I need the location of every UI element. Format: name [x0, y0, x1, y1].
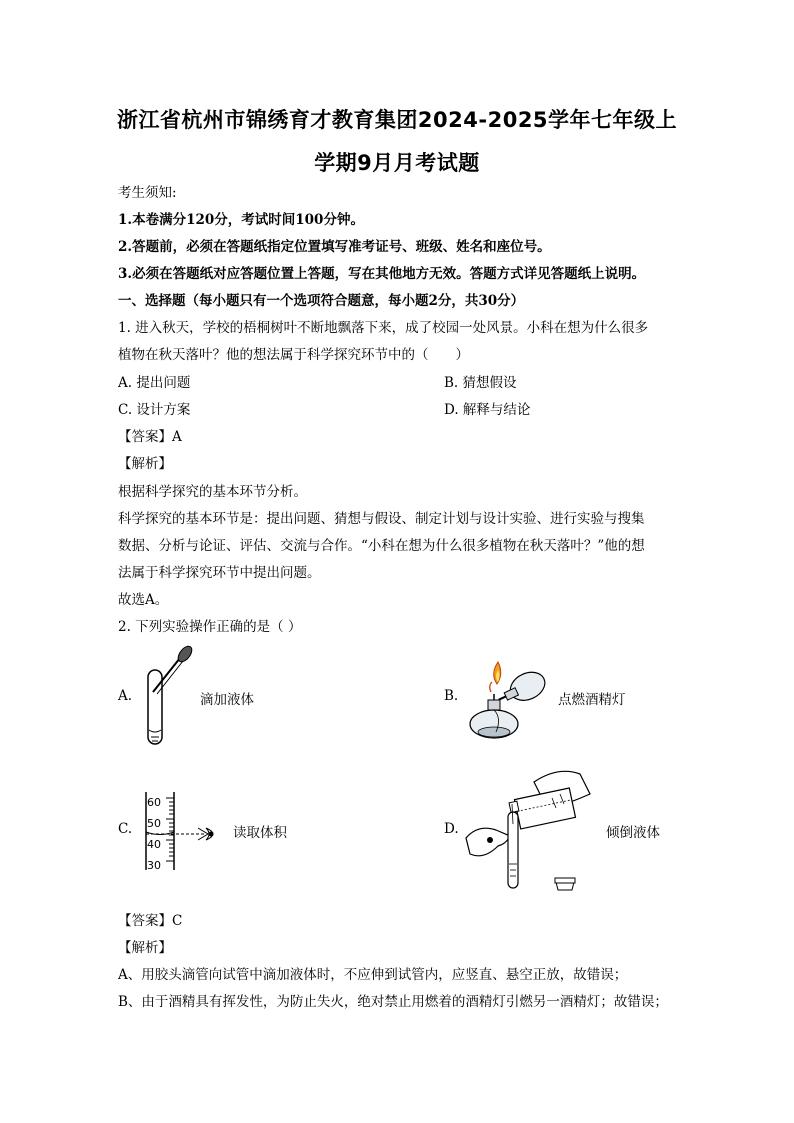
q2-option-d-label: 倾倒液体: [606, 825, 660, 841]
q2-option-a-letter: A.: [118, 688, 133, 704]
q2-option-a-label: 滴加液体: [200, 692, 254, 708]
q1-analysis-line-3: 数据、分析与论证、评估、交流与合作。“小科在想为什么很多植物在秋天落叶？”他的想: [118, 538, 645, 554]
q1-stem-line-2: 植物在秋天落叶？他的想法属于科学探究环节中的（ ）: [118, 347, 469, 363]
cylinder-tick-50: 50: [147, 817, 161, 830]
q2-option-d-letter: D.: [444, 821, 459, 837]
notice-heading: 考生须知:: [118, 185, 177, 201]
q1-analysis-line-4: 法属于科学探究环节中提出问题。: [118, 565, 321, 581]
page-title-line-1: 浙江省杭州市锦绣育才教育集团2024-2025学年七年级上: [116, 108, 678, 132]
q2-stem: 2. 下列实验操作正确的是（ ）: [118, 619, 302, 635]
q2-analysis-line-1: A、用胶头滴管向试管中滴加液体时，不应伸到试管内，应竖直、悬空正放，故错误；: [118, 967, 628, 983]
page-title-line-2: 学期9月月考试题: [314, 151, 480, 175]
q1-answer: 【答案】A: [118, 429, 182, 445]
section-heading: 一、选择题（每小题只有一个选项符合题意，每小题2分，共30分）: [118, 293, 525, 309]
pouring-liquid-figure: [462, 764, 602, 894]
q1-option-c: C. 设计方案: [118, 402, 191, 418]
q1-analysis-line-2: 科学探究的基本环节是：提出问题、猜想与假设、制定计划与设计实验、进行实验与搜集: [118, 511, 645, 527]
q1-option-b: B. 猜想假设: [444, 375, 517, 391]
cylinder-tick-labels: [147, 792, 161, 876]
q1-stem-line-1: 1. 进入秋天，学校的梧桐树叶不断地飘落下来，成了校园一处风景。小科在想为什么很多: [118, 320, 649, 336]
q2-option-c-label: 读取体积: [233, 825, 287, 841]
q1-option-a: A. 提出问题: [118, 375, 191, 391]
notice-item-3: 3.必须在答题纸对应答题位置上答题，写在其他地方无效。答题方式详见答题纸上说明。: [118, 266, 646, 282]
q2-analysis-heading: 【解析】: [118, 940, 172, 956]
q2-option-b-label: 点燃酒精灯: [558, 692, 626, 708]
alcohol-lamp-figure: [466, 652, 552, 744]
q1-option-d: D. 解释与结论: [444, 402, 531, 418]
dropper-test-tube-figure: [138, 644, 198, 750]
notice-item-1: 1.本卷满分120分，考试时间100分钟。: [118, 212, 364, 228]
cylinder-tick-30: 30: [147, 859, 161, 872]
q1-analysis-line-5: 故选A。: [118, 592, 169, 608]
cylinder-tick-40: 40: [147, 838, 161, 851]
q1-analysis-heading: 【解析】: [118, 456, 172, 472]
notice-item-2: 2.答题前，必须在答题纸指定位置填写准考证号、班级、姓名和座位号。: [118, 239, 551, 255]
q1-analysis-line-1: 根据科学探究的基本环节分析。: [118, 484, 307, 500]
q2-option-b-letter: B.: [444, 688, 459, 704]
q2-option-c-letter: C.: [118, 821, 133, 837]
q2-analysis-line-2: B、由于酒精具有挥发性，为防止失火，绝对禁止用燃着的酒精灯引燃另一酒精灯；故错误；: [118, 994, 668, 1010]
q2-answer: 【答案】C: [118, 913, 183, 929]
cylinder-tick-60: 60: [147, 796, 161, 809]
